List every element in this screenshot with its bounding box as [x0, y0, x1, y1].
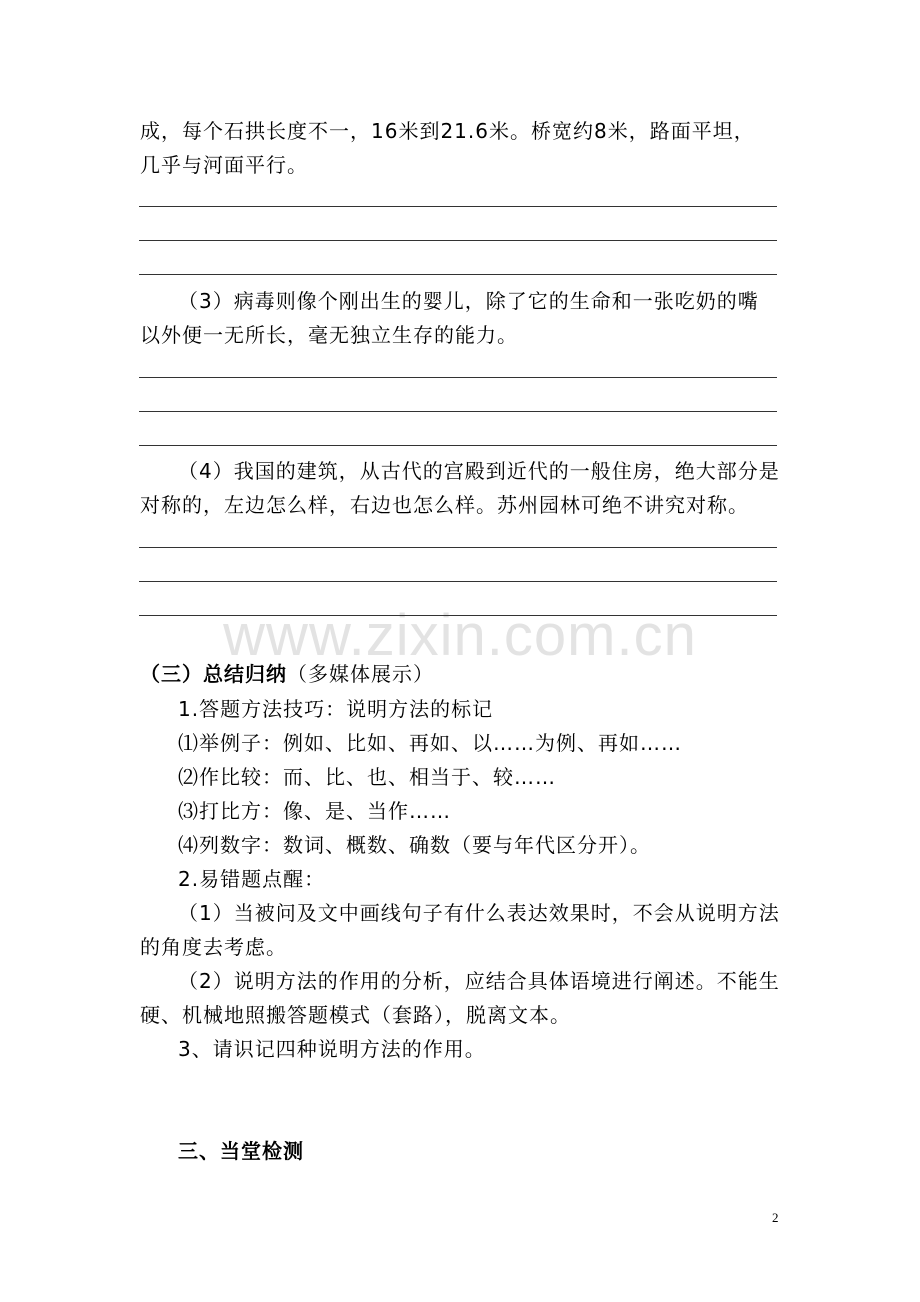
item4-line1: （4）我国的建筑，从古代的宫殿到近代的一般住房，绝大部分是	[178, 459, 780, 483]
summary-s2b-line2: 硬、机械地照搬答题模式（套路），脱离文本。	[140, 1003, 571, 1027]
answer-line	[139, 581, 777, 582]
answer-line	[139, 411, 777, 412]
answer-line	[139, 274, 777, 275]
summary-heading-bold: （三）总结归纳	[140, 662, 287, 686]
summary-s1a: ⑴举例子：例如、比如、再如、以……为例、再如……	[178, 731, 682, 755]
answer-line	[139, 445, 777, 446]
summary-s3: 3、请识记四种说明方法的作用。	[178, 1037, 486, 1061]
summary-s1b: ⑵作比较：而、比、也、相当于、较……	[178, 765, 556, 789]
summary-s1c: ⑶打比方：像、是、当作……	[178, 799, 451, 823]
summary-s2b-line1: （2）说明方法的作用的分析，应结合具体语境进行阐述。不能生	[178, 969, 780, 993]
item4-line2: 对称的，左边怎么样，右边也怎么样。苏州园林可绝不讲究对称。	[140, 493, 749, 517]
summary-s2a-line1: （1）当被问及文中画线句子有什么表达效果时，不会从说明方法	[178, 901, 780, 925]
summary-heading	[140, 664, 434, 684]
item3-line1: （3）病毒则像个刚出生的婴儿，除了它的生命和一张吃奶的嘴	[178, 289, 759, 313]
summary-s1: 1.答题方法技巧：说明方法的标记	[178, 697, 494, 721]
summary-heading-rest: （多媒体展示）	[287, 662, 434, 686]
item2-line1: 成，每个石拱长度不一，16米到21.6米。桥宽约8米，路面平坦，	[140, 119, 755, 143]
watermark: www.zixin.com.cn	[223, 603, 697, 668]
section3-title: 三、当堂检测	[178, 1139, 304, 1163]
answer-line	[139, 240, 777, 241]
summary-s2a-line2: 的角度去考虑。	[140, 935, 287, 959]
item2-line2: 几乎与河面平行。	[140, 153, 308, 177]
answer-line	[139, 206, 777, 207]
item3-line2: 以外便一无所长，毫无独立生存的能力。	[140, 323, 518, 347]
answer-line	[139, 615, 777, 616]
page-number: 2	[772, 1210, 779, 1225]
summary-s1d: ⑷列数字：数词、概数、确数（要与年代区分开）。	[178, 833, 651, 857]
answer-line	[139, 377, 777, 378]
answer-line	[139, 547, 777, 548]
summary-s2: 2.易错题点醒：	[178, 867, 326, 891]
